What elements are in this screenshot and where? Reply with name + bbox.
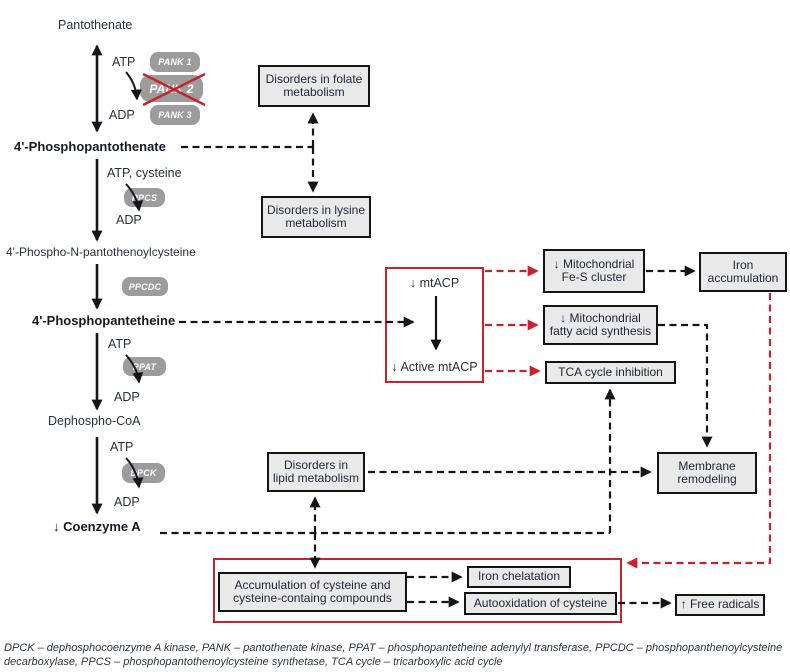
cofactor-atp-step1: ATP xyxy=(112,55,136,69)
metabolite-coenzyme-a: ↓ Coenzyme A xyxy=(53,519,141,534)
box-tca-inhibition xyxy=(545,361,676,384)
box-lysine-disorders xyxy=(261,196,371,238)
box-free-radicals-label: ↑ Free radicals xyxy=(680,597,760,612)
enzyme-badge-pank2: PANK 2 xyxy=(140,75,203,102)
enzyme-badge-pank3: PANK 3 xyxy=(150,105,200,125)
box-free-radicals xyxy=(675,594,765,616)
metabolite-phosphopantothenate: 4'-Phosphopantothenate xyxy=(14,139,166,154)
box-iron-accumulation xyxy=(699,252,787,292)
box-lipid-disorders xyxy=(267,452,365,492)
box-tca-label: TCA cycle inhibition xyxy=(558,364,663,379)
cofactor-adp-step2: ADP xyxy=(116,213,142,227)
box-fes-cluster xyxy=(543,249,645,293)
metabolite-pantothenate: Pantothenate xyxy=(58,18,133,32)
metabolite-phospho-n-pantothenoylcysteine: 4'-Phospho-N-pantothenoylcysteine xyxy=(6,245,196,259)
mtacp-label: ↓ mtACP xyxy=(409,276,460,290)
box-lysine-label: Disorders in lysine metabolism xyxy=(266,202,366,230)
cofactor-atp-step4: ATP xyxy=(110,440,134,454)
abbreviation-legend: DPCK – dephosphocoenzyme A kinase, PANK – pantothenate kinase, PPAT – phosphopantetheine adenylyl transferase, PPCDC – phosphopanthenoylcysteine decarboxylase, PPCS – phosphopantothenoylcysteine synthetase, TCA cycle – tricarboxylic acid cycle xyxy=(4,642,783,668)
box-fatty-acid-label: ↓ Mitochondrial fatty acid synthesis xyxy=(549,310,652,338)
enzyme-badge-ppcdc: PPCDC xyxy=(122,277,168,296)
connector-fatty-acid-to-membrane xyxy=(658,325,707,446)
box-mtacp xyxy=(385,267,484,383)
box-folate-label: Disorders in folate metabolism xyxy=(265,71,363,99)
enzyme-badge-ppcs: PPCS xyxy=(124,188,165,207)
cofactor-adp-step1: ADP xyxy=(109,108,135,122)
cofactor-adp-step3: ADP xyxy=(114,390,140,404)
box-cysteine-accumulation-label: Accumulation of cysteine and cysteine-containg compounds xyxy=(233,577,392,605)
active-mtacp-label: ↓ Active mtACP xyxy=(391,360,478,374)
metabolite-dephospho-coa: Dephospho-CoA xyxy=(48,414,141,428)
cofactor-atp-cysteine-step2: ATP, cysteine xyxy=(107,166,182,180)
box-iron-chelatation-label: Iron chelatation xyxy=(477,569,561,584)
enzyme-badge-pank1: PANK 1 xyxy=(150,52,200,72)
metabolite-phosphopantetheine: 4'-Phosphopantetheine xyxy=(32,313,176,328)
cofactor-atp-step3: ATP xyxy=(108,337,132,351)
box-iron-accumulation-label: Iron accumulation xyxy=(707,257,779,285)
box-membrane-remodeling xyxy=(657,452,757,494)
box-membrane-label: Membrane remodeling xyxy=(677,458,737,486)
box-fes-cluster-label: ↓ Mitochondrial Fe-S cluster xyxy=(553,256,635,284)
cofactor-adp-step4: ADP xyxy=(114,495,140,509)
box-fatty-acid-synthesis xyxy=(543,305,658,345)
box-folate-disorders xyxy=(258,65,370,107)
enzyme-badge-dpck: DPCK xyxy=(122,463,165,483)
atp-adp-arrow-step1 xyxy=(126,72,137,99)
enzyme-badge-ppat: PPAT xyxy=(123,357,166,376)
box-lipid-label: Disorders in lipid metabolism xyxy=(272,457,360,485)
box-autooxidation-label: Autooxidation of cysteine xyxy=(473,595,608,610)
red-highlight-rect xyxy=(213,558,622,623)
